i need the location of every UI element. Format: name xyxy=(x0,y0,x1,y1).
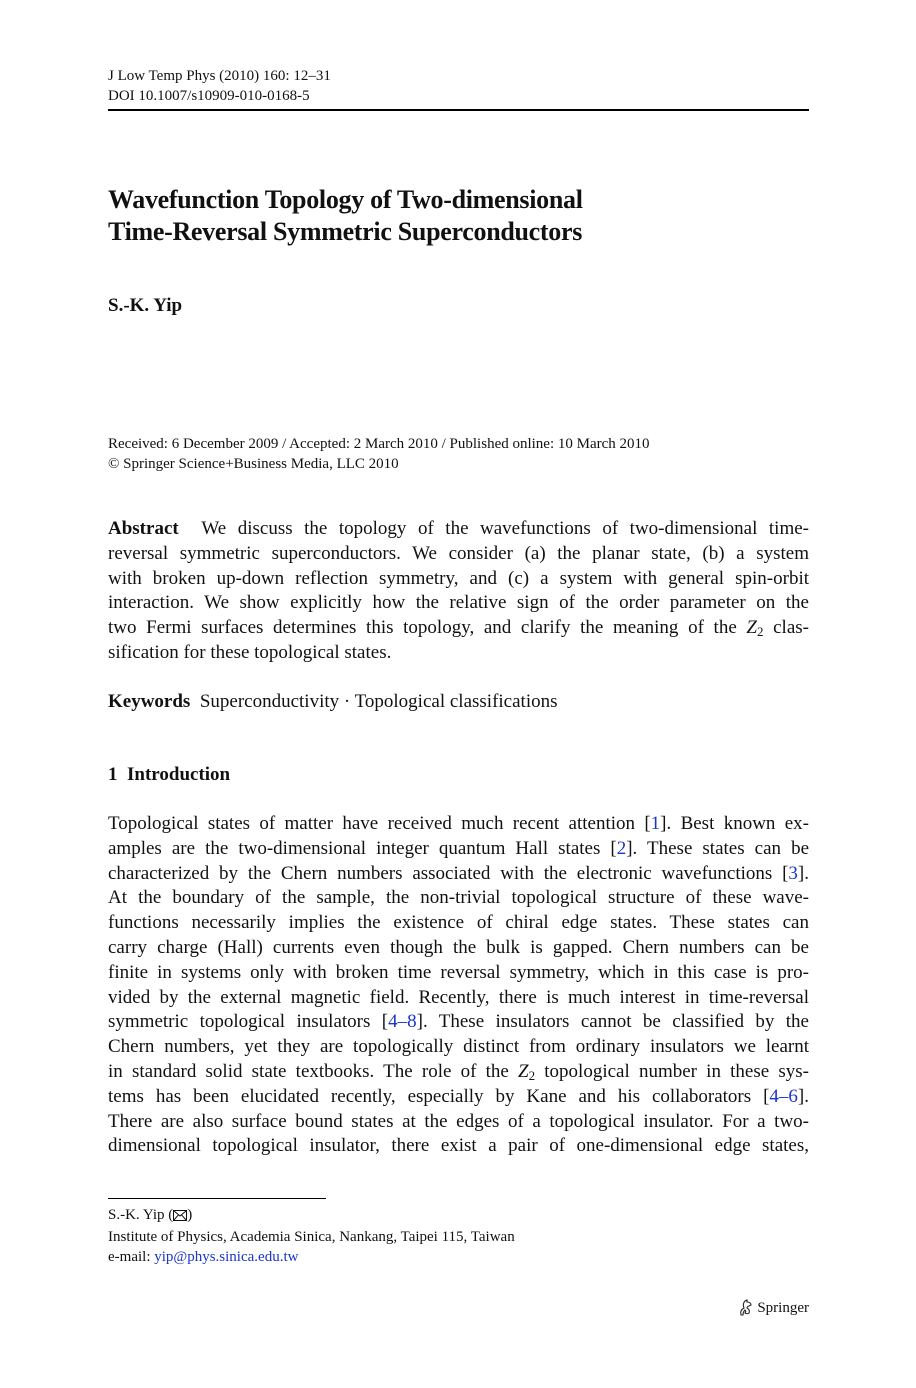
received-accepted-published: Received: 6 December 2009 / Accepted: 2 March 2010 / Published online: 10 March 2010 xyxy=(108,436,650,452)
abstract-line: sification for these topological states. xyxy=(108,641,392,663)
email-link[interactable]: yip@phys.sinica.edu.tw xyxy=(154,1249,299,1265)
citation-link[interactable]: 4–8 xyxy=(388,1011,417,1033)
citation-link[interactable]: 3 xyxy=(788,862,798,884)
body-line: tems has been elucidated recently, especially by Kane and his collaborators [4–6]. xyxy=(108,1085,809,1107)
abstract-label: Abstract xyxy=(108,518,179,539)
publication-history xyxy=(108,434,809,474)
envelope-icon xyxy=(173,1207,187,1227)
running-header xyxy=(108,66,809,106)
springer-horse-icon xyxy=(738,1299,754,1317)
author-name: S.-K. Yip xyxy=(108,295,183,316)
body-line: amples are the two-dimensional integer quantum Hall states [2]. These states can be xyxy=(108,837,809,859)
abstract-line xyxy=(108,616,809,641)
body-line: finite in systems only with broken time reversal symmetry, which in this case is pro- xyxy=(108,961,809,983)
abstract-text: clas- xyxy=(763,617,809,639)
z2-symbol: $Z_2$ xyxy=(518,1060,536,1083)
doi: DOI 10.1007/s10909-010-0168-5 xyxy=(108,88,310,104)
footnote-author: S.-K. Yip ( ) xyxy=(108,1205,809,1227)
abstract-text: two Fermi surfaces determines this topology, and clarify the meaning of the xyxy=(108,617,747,639)
keywords-label: Keywords xyxy=(108,691,191,712)
citation-link[interactable]: 1 xyxy=(650,813,661,834)
keywords xyxy=(108,689,809,715)
abstract-text: We discuss the topology of the wavefunctions of two-dimensional time- xyxy=(201,518,809,539)
section-heading xyxy=(108,762,809,788)
title-line: Wavefunction Topology of Two-dimensional xyxy=(108,185,583,214)
publisher-logo xyxy=(729,1296,809,1320)
section-title: Introduction xyxy=(127,764,231,785)
author-footnote xyxy=(108,1205,809,1267)
keywords-list: Superconductivity · Topological classifications xyxy=(199,691,558,712)
footnote-affiliation: Institute of Physics, Academia Sinica, Nankang, Taipei 115, Taiwan xyxy=(108,1229,515,1245)
citation-link[interactable]: 4–6 xyxy=(769,1085,798,1107)
body-line: symmetric topological insulators [4–8]. These insulators cannot be classified by the xyxy=(108,1011,809,1033)
body-line: dimensional topological insulator, there exist a pair of one-dimensional edge states, xyxy=(108,1135,809,1157)
copyright: © Springer Science+Business Media, LLC 2010 xyxy=(108,456,399,472)
citation-link[interactable]: 2 xyxy=(616,837,627,859)
body-line: characterized by the Chern numbers associated with the electronic wavefunctions [3]. xyxy=(108,862,809,884)
journal-citation: J Low Temp Phys (2010) 160: 12–31 xyxy=(108,68,331,84)
z2-symbol: $Z_2$ xyxy=(746,617,764,640)
abstract-line xyxy=(108,517,809,542)
abstract-line: with broken up-down reflection symmetry, and (c) a system with general spin-orbit xyxy=(108,567,809,589)
footnote-rule xyxy=(108,1198,326,1199)
abstract-line: interaction. We show explicitly how the relative sign of the order parameter on the xyxy=(108,592,809,614)
body-line: vided by the external magnetic field. Recently, there is much interest in time-reversal xyxy=(108,986,809,1008)
section-number: 1 xyxy=(108,764,118,785)
paper-title xyxy=(108,184,809,248)
body-line: functions necessarily implies the existence of chiral edge states. These states can xyxy=(108,912,809,934)
body-line: At the boundary of the sample, the non-trivial topological structure of these wave- xyxy=(108,887,809,909)
abstract xyxy=(108,517,809,666)
body-line: carry charge (Hall) currents even though the bulk is gapped. Chern numbers can be xyxy=(108,936,809,958)
body-line: There are also surface bound states at the edges of a topological insulator. For a two- xyxy=(108,1110,809,1132)
header-rule xyxy=(108,109,809,111)
paper-page xyxy=(108,0,809,1388)
title-line: Time-Reversal Symmetric Superconductors xyxy=(108,217,583,246)
introduction-paragraph xyxy=(108,812,809,1159)
body-line: Topological states of matter have received much recent attention [1]. Best known ex- xyxy=(108,813,810,834)
abstract-line: reversal symmetric superconductors. We consider (a) the planar state, (b) a system xyxy=(108,542,809,564)
body-line: Chern numbers, yet they are topologically distinct from ordinary insulators we learnt xyxy=(108,1036,809,1058)
body-line: in standard solid state textbooks. The role of the $Z_2$ topological number in these sys- xyxy=(108,1060,809,1083)
footnote-email: e-mail: yip@phys.sinica.edu.tw xyxy=(108,1249,299,1265)
publisher-name: Springer xyxy=(757,1300,809,1316)
